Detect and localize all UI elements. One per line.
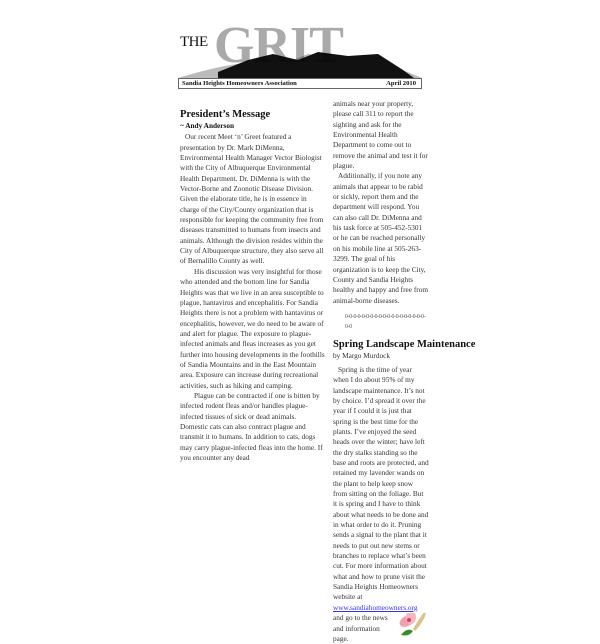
column-1 bbox=[180, 108, 325, 463]
separator: 0-0-0-0-0-0-0-0-0-0-0-0-0-0-0-0-0-0-0-0-0 bbox=[345, 313, 426, 331]
flower-icon bbox=[395, 613, 429, 639]
masthead-logo bbox=[178, 17, 422, 78]
spring-title: Spring Landscape Maintenance bbox=[333, 338, 476, 350]
president-author: ~ Andy Anderson bbox=[180, 121, 235, 130]
masthead-title: GRIT bbox=[214, 17, 343, 74]
president-title: President’s Message bbox=[180, 109, 271, 120]
paragraph: animals near your property, please call 311 to report the sighting and ask for the Environmental Health Department to come out to remove the animal and test it for plague. bbox=[333, 99, 428, 171]
homeowners-link[interactable]: www.sandiahomeowners.org bbox=[333, 602, 418, 612]
paragraph: Spring is the time of year when I do about 95% of my landscape maintenance. It’s not by choice. I’d spread it over the year if I could it is just that spring is the best time for the plants. I’ve enjoyed the seed heads over the winter; have left the dry stalks standing so the base and roots are protected, and retained my lavender wands on the plant to help keep snow from sitting on the foliage. But it is spring and I have to think about what needs to be done and in what order to do it. Pruning sends a signal to the plant that it needs to put out new stems or branches to replace what’s been cut. For more information about what and how to prune visit the Sandia Heights Homeowners website at bbox=[333, 364, 429, 602]
spring-author: by Margo Murdock bbox=[333, 350, 391, 360]
paragraph: Our recent Meet ‘n’ Greet featured a presentation by Dr. Mark DiMenna, Environmental Health Manager Vector Biologist with the City of Albuquerque Environmental Health Department. Dr. DiMenna is with the Vector-Borne and Zoonotic Disease Division. Given the elaborate title, he is in essence in charge of the City/County organization that is responsible for keeping the community free from diseases transmitted to humans from insects and animals. Although the division resides within the City of Albuquerque structure, they also serve all of Bernalillo County as well. bbox=[180, 132, 324, 266]
column-2 bbox=[333, 99, 476, 644]
paragraph: Additionally, if you note any animals that appear to be rabid or sickly, report them and the department will respond. You can also call Dr. DiMenna and his task force at 505-452-5301 or he can be reached personally on his mobile line at 505-263-3299. The goal of his organization is to keep the City, County and Sandia Heights healthy and happy and free from animal-borne diseases. bbox=[333, 171, 429, 305]
masthead-the: THE bbox=[180, 34, 208, 50]
masthead-bar bbox=[178, 78, 422, 89]
paragraph: Plague can be contracted if one is bitten by infected rodent fleas and/or handles plague-infected tissues of sick or dead animals. Domestic cats can also contract plague and transmit it to humans. In addition to cats, dogs may carry plague-infected fleas into the home. If you encounter any dead bbox=[180, 390, 323, 462]
issue-date: April 2010 bbox=[386, 80, 416, 87]
paragraph: and go to the news and information page. bbox=[333, 613, 388, 643]
closing-block bbox=[333, 613, 429, 644]
paragraph: His discussion was very insightful for those who attended and the bottom line for Sandia Heights was that we live in an area susceptible to plague, hantavirus and encephalitis. For Sandia Heights there is not a problem with hantavirus or encephalitis, however, we do need to be aware of and alert for plague. The exposure to plague-infected animals and fleas increases as you get further into housing developments in the foothills of Sandia Mountains and in the East Mountain area. Exposure can increase during recreational activities, such as hiking and camping. bbox=[180, 266, 325, 390]
org-name: Sandia Heights Homeowners Association bbox=[182, 80, 297, 87]
